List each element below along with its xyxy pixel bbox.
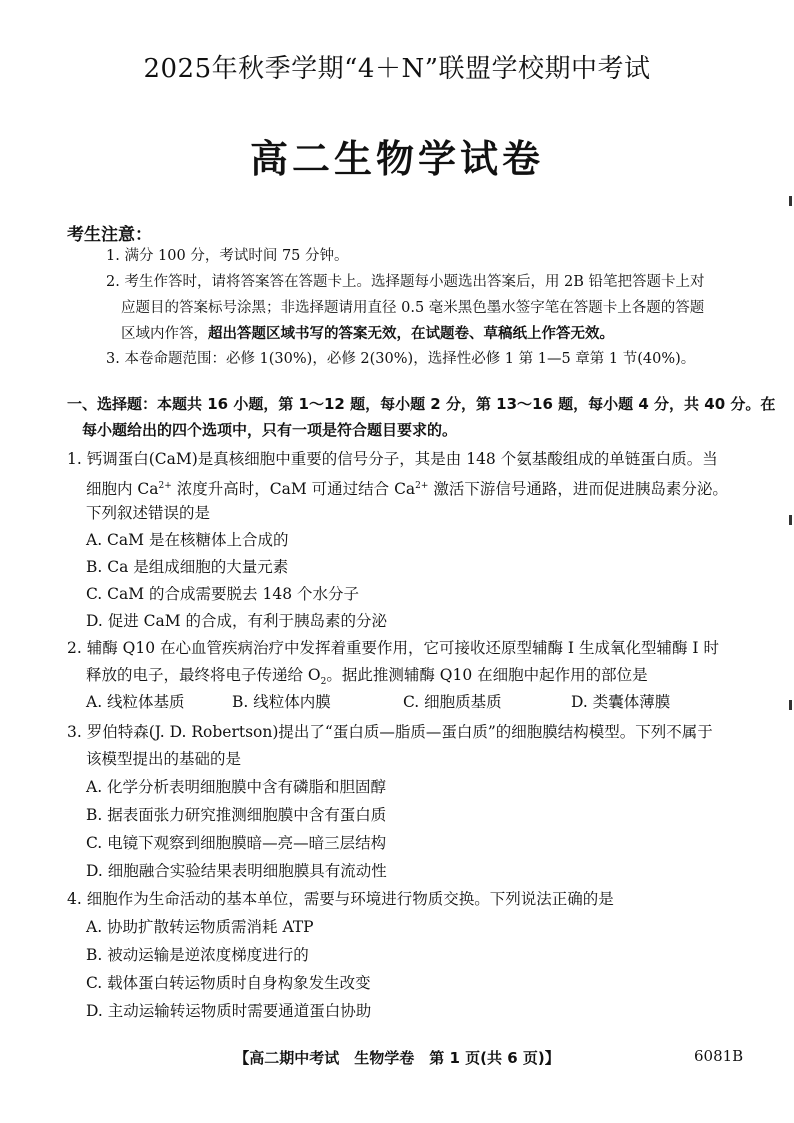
question-1-option-a: A. CaM 是在核糖体上合成的 <box>86 531 289 549</box>
question-1-line-3: 下列叙述错误的是 <box>86 504 211 522</box>
question-3-line-1: 3. 罗伯特森(J. D. Robertson)提出了“蛋白质—脂质—蛋白质”的细胞膜结构模型。下列不属于 <box>67 723 713 741</box>
question-1-line-2-part-a: 细胞内 Ca <box>86 480 159 499</box>
question-2-line-1: 2. 辅酶 Q10 在心血管疾病治疗中发挥着重要作用，它可接收还原型辅酶 I 生成氧化型辅酶 I 时 <box>67 639 719 657</box>
question-1-line-1: 1. 钙调蛋白(CaM)是真核细胞中重要的信号分子，其是由 148 个氨基酸组成的单链蛋白质。当 <box>67 450 718 468</box>
question-4-option-c: C. 载体蛋白转运物质时自身构象发生改变 <box>86 974 371 992</box>
question-1-option-d: D. 促进 CaM 的合成，有利于胰岛素的分泌 <box>86 612 388 630</box>
notice-item-2-line-2: 应题目的答案标号涂黑；非选择题请用直径 0.5 毫米黑色墨水签字笔在答题卡上各题的答题 <box>121 300 705 316</box>
scan-edge-mark <box>789 700 792 710</box>
question-4-option-b: B. 被动运输是逆浓度梯度进行的 <box>86 946 309 964</box>
notice-item-3: 3. 本卷命题范围：必修 1(30%)，必修 2(30%)，选择性必修 1 第 1—5 章第 1 节(40%)。 <box>106 351 696 367</box>
question-4-option-d: D. 主动运输转运物质时需要通道蛋白协助 <box>86 1002 372 1020</box>
question-3-option-b: B. 据表面张力研究推测细胞膜中含有蛋白质 <box>86 806 387 824</box>
question-2-option-b: B. 线粒体内膜 <box>232 693 331 711</box>
superscript-charge-1: 2+ <box>158 481 172 491</box>
notice-heading: 考生注意： <box>67 225 152 245</box>
question-1-line-2 <box>86 476 728 499</box>
question-2-option-c: C. 细胞质基质 <box>403 693 502 711</box>
notice-item-2-line-3-bold: 超出答题区域书写的答案无效，在试题卷、草稿纸上作答无效。 <box>208 326 614 342</box>
superscript-charge-2: 2+ <box>415 481 429 491</box>
notice-item-2-line-3-normal: 区域内作答， <box>121 326 208 342</box>
question-2-option-a: A. 线粒体基质 <box>86 693 185 711</box>
question-3-option-c: C. 电镜下观察到细胞膜暗—亮—暗三层结构 <box>86 834 387 852</box>
question-2-line-2-part-a: 释放的电子，最终将电子传递给 O <box>86 666 321 684</box>
question-2-line-2-part-b: 。据此推测辅酶 Q10 在细胞中起作用的部位是 <box>326 666 648 684</box>
question-1-line-2-part-b: 浓度升高时，CaM 可通过结合 Ca <box>171 480 416 499</box>
question-3-option-a: A. 化学分析表明细胞膜中含有磷脂和胆固醇 <box>86 778 387 796</box>
question-2-line-2 <box>86 665 648 692</box>
subject-title: 高二生物学试卷 <box>249 137 544 181</box>
section-heading-line-2: 每小题给出的四个选项中，只有一项是符合题目要求的。 <box>82 421 458 439</box>
subscript-oxygen: 2 <box>320 677 327 688</box>
notice-item-2-line-3 <box>121 324 614 344</box>
question-4-option-a: A. 协助扩散转运物质需消耗 ATP <box>86 918 314 936</box>
question-4-line-1: 4. 细胞作为生命活动的基本单位，需要与环境进行物质交换。下列说法正确的是 <box>67 890 614 908</box>
question-1-option-b: B. Ca 是组成细胞的大量元素 <box>86 558 289 576</box>
question-2-option-d: D. 类囊体薄膜 <box>571 693 671 711</box>
footer-page-label: 【高二期中考试 生物学卷 第 1 页(共 6 页)】 <box>234 1049 560 1067</box>
question-1-option-c: C. CaM 的合成需要脱去 148 个水分子 <box>86 585 359 603</box>
exam-title: 2025年秋季学期“4＋N”联盟学校期中考试 <box>143 54 651 84</box>
scan-edge-mark <box>789 515 792 525</box>
question-1-line-2-part-c: 激活下游信号通路，进而促进胰岛素分泌。 <box>428 480 728 499</box>
notice-item-1: 1. 满分 100 分，考试时间 75 分钟。 <box>106 248 349 264</box>
scan-edge-mark <box>789 196 792 206</box>
section-heading-line-1: 一、选择题：本题共 16 小题，第 1～12 题，每小题 2 分，第 13～16 题，每小题 4 分，共 40 分。在 <box>67 395 776 413</box>
footer-paper-code: 6081B <box>694 1047 744 1065</box>
question-3-option-d: D. 细胞融合实验结果表明细胞膜具有流动性 <box>86 862 387 880</box>
notice-item-2-line-1: 2. 考生作答时，请将答案答在答题卡上。选择题每小题选出答案后，用 2B 铅笔把答题卡上对 <box>106 274 705 290</box>
question-3-line-2: 该模型提出的基础的是 <box>86 750 242 768</box>
